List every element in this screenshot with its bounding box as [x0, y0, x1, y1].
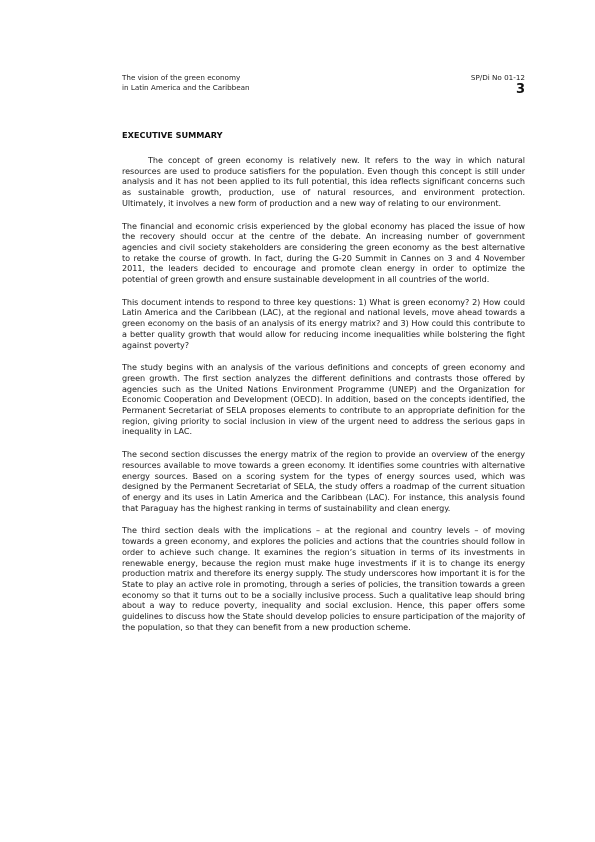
- paragraph-2: The financial and economic crisis experienced by the global economy has placed the issue of how the recovery should occur at the centre of the debate. An increasing number of government agencies and civil society stakeholders are considering the green economy as the best alternative to retake the course of growth. In fact, during the G-20 Summit in Cannes on 3 and 4 November 2011, the leaders decided to encourage and promote clean energy in order to optimize the potential of green growth and ensure sustainable development in all countries of the world.: [122, 220, 525, 285]
- paragraph-4: The study begins with an analysis of the various definitions and concepts of green economy and green growth. The first section analyzes the different definitions and contrasts those offered by agencies such as the United Nations Environment Programme (UNEP) and the Organization for Economic Cooperation and Development (OECD). In addition, based on the concepts identified, the Permanent Secretariat of SELA proposes elements to contribute to an appropriate definition for the region, giving priority to social inclusion in view of the urgent need to address the serious gaps in inequality in LAC.: [122, 362, 525, 437]
- document-body: [122, 130, 525, 644]
- section-title: EXECUTIVE SUMMARY: [122, 130, 223, 140]
- paragraph-6: The third section deals with the implications – at the regional and country levels – of moving towards a green economy, and explores the policies and actions that the countries should follow in order to achieve such change. It examines the region’s situation in terms of its investments in renewable energy, because the region must make huge investments if it is to change its energy production matrix and therefore its energy supply. The study underscores how important it is for the State to play an active role in promoting, through a series of policies, the transition towards a green economy so that it turns out to be a socially inclusive process. Such a qualitative leap should bring about a way to reduce poverty, inequality and social exclusion. Hence, this paper offers some guidelines to discuss how the State should develop policies to ensure participation of the majority of the population, so that they can benefit from a new production scheme.: [122, 525, 525, 632]
- paragraph-1: The concept of green economy is relatively new. It refers to the way in which natural resources are used to produce satisfiers for the population. Even though this concept is still under analysis and it has not been applied to its full potential, this idea reflects significant concerns such as sustainable growth, production, use of natural resources, and environment protection. Ultimately, it involves a new form of production and a new way of relating to our environment.: [122, 155, 525, 208]
- document-code: SP/Di No 01-12: [470, 73, 525, 82]
- page-number: 3: [515, 82, 525, 97]
- running-header-title: [122, 73, 250, 92]
- paragraph-5: The second section discusses the energy matrix of the region to provide an overview of the energy resources available to move towards a green economy. It identifies some countries with alternative energy sources. Based on a scoring system for the types of energy sources used, which was designed by the Permanent Secretariat of SELA, the study offers a roadmap of the current situation of energy and its uses in Latin America and the Caribbean (LAC). For instance, this analysis found that Paraguay has the highest ranking in terms of sustainability and clean energy.: [122, 449, 525, 513]
- header-title-line-1: The vision of the green economy: [122, 73, 241, 82]
- header-title-line-2: in Latin America and the Caribbean: [122, 82, 250, 92]
- paragraph-3: This document intends to respond to three key questions: 1) What is green economy? 2) How could Latin America and the Caribbean (LAC), at the regional and national levels, move ahead towards a green economy on the basis of an analysis of its energy matrix? and 3) How could this contribute to a better quality growth that would allow for reducing income inequalities while bolstering the fight against poverty?: [122, 296, 525, 350]
